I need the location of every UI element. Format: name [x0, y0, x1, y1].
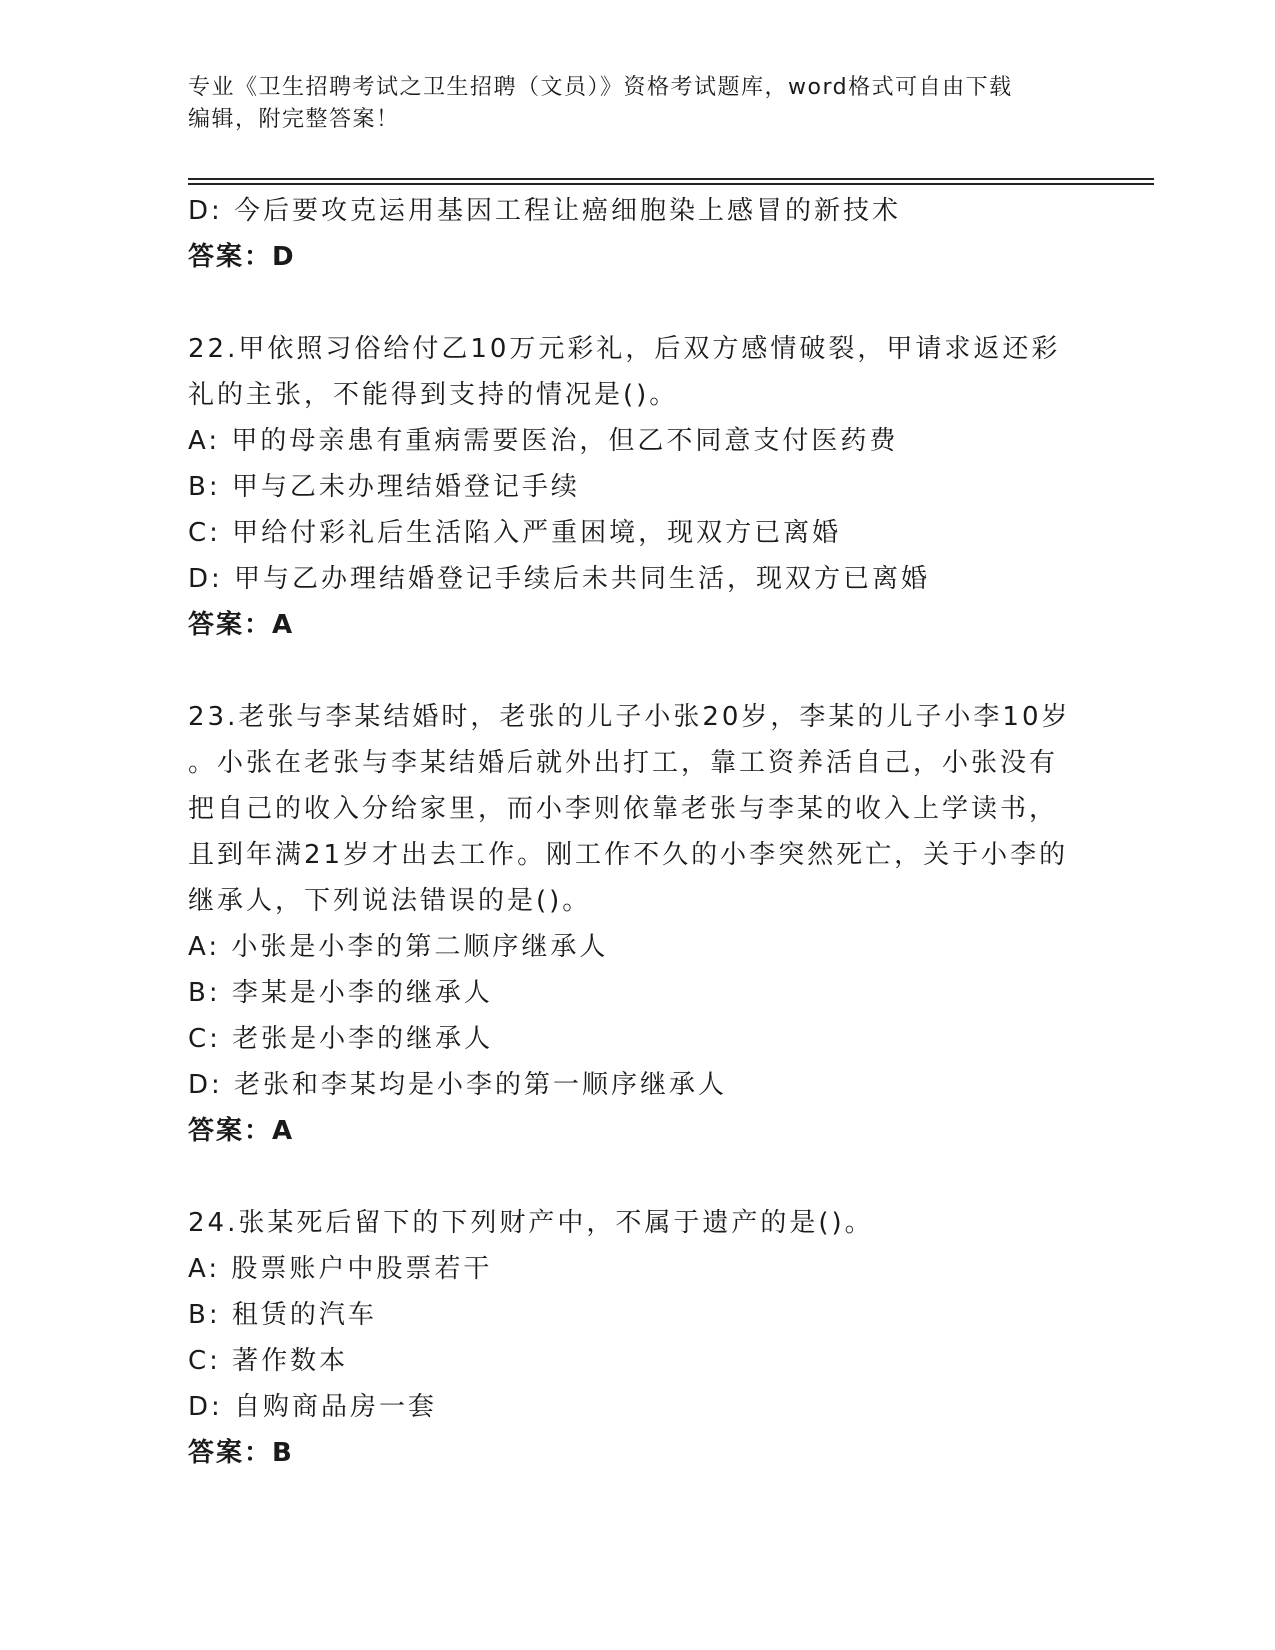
question-stem: 。小张在老张与李某结婚后就外出打工，靠工资养活自己，小张没有 — [188, 748, 1059, 778]
header-divider-top — [188, 178, 1154, 180]
answer-line: 答案：D — [188, 242, 296, 272]
option-a: A: 股票账户中股票若干 — [188, 1254, 493, 1284]
option-b: B: 租赁的汽车 — [188, 1300, 377, 1330]
option-b: B: 甲与乙未办理结婚登记手续 — [188, 472, 580, 502]
option-b: B: 李某是小李的继承人 — [188, 978, 493, 1008]
option-d: D: 甲与乙办理结婚登记手续后未共同生活，现双方已离婚 — [188, 564, 931, 594]
option-d: D: 今后要攻克运用基因工程让癌细胞染上感冒的新技术 — [188, 196, 902, 226]
document-body — [188, 188, 1088, 1476]
question-stem: 23.老张与李某结婚时，老张的儿子小张20岁，李某的儿子小李10岁 — [188, 702, 1071, 732]
question-stem: 22.甲依照习俗给付乙10万元彩礼，后双方感情破裂，甲请求返还彩 — [188, 334, 1061, 364]
question-23 — [188, 694, 1088, 1154]
question-22 — [188, 326, 1088, 648]
option-c: C: 甲给付彩礼后生活陷入严重困境，现双方已离婚 — [188, 518, 842, 548]
question-stem: 且到年满21岁才出去工作。刚工作不久的小李突然死亡，关于小李的 — [188, 840, 1069, 870]
spacer — [188, 648, 1088, 694]
option-c: C: 老张是小李的继承人 — [188, 1024, 494, 1054]
spacer — [188, 1154, 1088, 1200]
previous-question-tail — [188, 188, 1088, 280]
header-divider-bottom — [188, 183, 1154, 185]
question-stem: 礼的主张，不能得到支持的情况是()。 — [188, 380, 679, 410]
header-line-1: 专业《卫生招聘考试之卫生招聘（文员）》资格考试题库，word格式可自由下载 — [188, 75, 1013, 100]
answer-line: 答案：B — [188, 1438, 294, 1468]
page-header — [188, 72, 1088, 136]
option-d: D: 老张和李某均是小李的第一顺序继承人 — [188, 1070, 728, 1100]
option-a: A: 甲的母亲患有重病需要医治，但乙不同意支付医药费 — [188, 426, 899, 456]
question-stem: 把自己的收入分给家里，而小李则依靠老张与李某的收入上学读书， — [188, 794, 1059, 824]
spacer — [188, 280, 1088, 326]
question-stem: 24.张某死后留下的下列财产中，不属于遗产的是()。 — [188, 1208, 874, 1238]
question-24 — [188, 1200, 1088, 1476]
answer-line: 答案：A — [188, 610, 295, 640]
question-stem: 继承人，下列说法错误的是()。 — [188, 886, 592, 916]
option-c: C: 著作数本 — [188, 1346, 349, 1376]
option-a: A: 小张是小李的第二顺序继承人 — [188, 932, 609, 962]
header-line-2: 编辑，附完整答案！ — [188, 107, 400, 132]
option-d: D: 自购商品房一套 — [188, 1392, 438, 1422]
answer-line: 答案：A — [188, 1116, 295, 1146]
